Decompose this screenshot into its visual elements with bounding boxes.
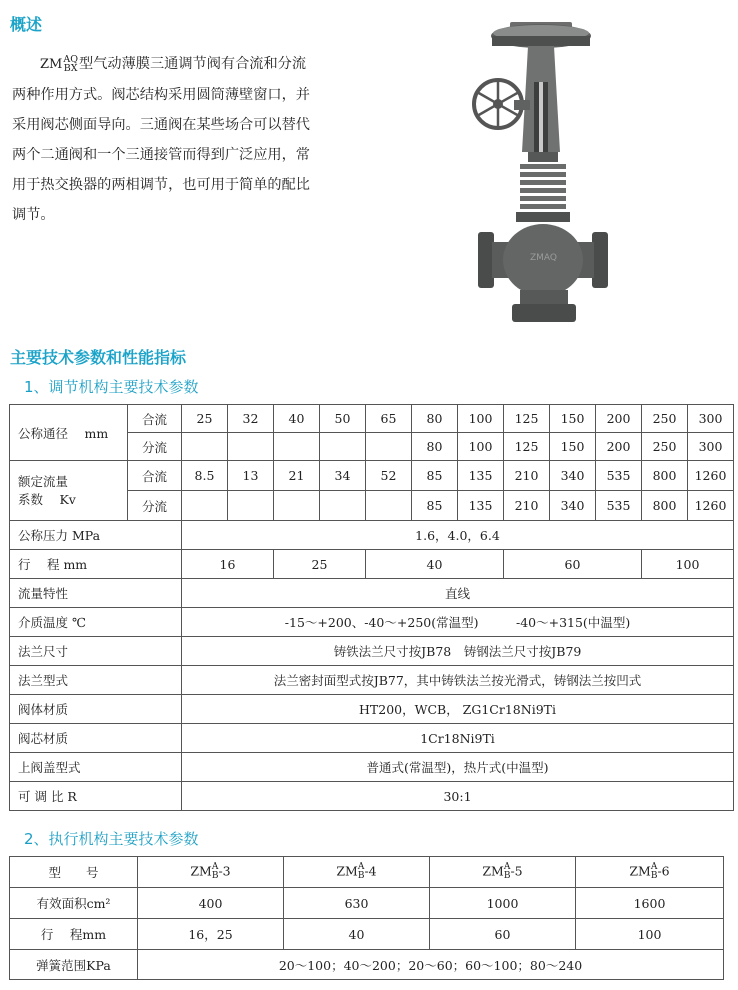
table-cell: 340 <box>550 491 596 521</box>
kv-label-line2: 系数 Kv <box>18 491 76 507</box>
spring-row <box>10 950 724 980</box>
table-cell: 340 <box>550 461 596 491</box>
model-bottom: BX <box>63 63 78 74</box>
flow-char-row <box>10 579 734 608</box>
overview-title: 概述 <box>10 15 43 34</box>
bonnet-fins <box>520 164 566 209</box>
model-bottom: B <box>503 871 511 881</box>
intro-line-5: 用于热交换器的两相调节，也可用于简单的配比 <box>12 177 310 193</box>
core-material-value: 1Cr18Ni9Ti <box>182 724 734 753</box>
table-cell: 100 <box>458 405 504 433</box>
bonnet-row <box>10 753 734 782</box>
model-top: A <box>357 862 365 872</box>
table-cell: 200 <box>596 433 642 461</box>
table-cell <box>366 491 412 521</box>
spring-label: 弹簧范围KPa <box>10 950 138 980</box>
kv-hl-label: 合流 <box>128 461 182 491</box>
section2-title: 2、执行机构主要技术参数 <box>24 830 199 848</box>
table-cell <box>274 433 320 461</box>
overview-text <box>12 49 358 230</box>
model-cell <box>576 857 724 888</box>
table-cell: 630 <box>284 888 430 919</box>
model-prefix: ZM <box>482 863 504 879</box>
model-top: AQ <box>63 54 78 65</box>
table-cell: 250 <box>642 405 688 433</box>
model-cell <box>138 857 284 888</box>
table-cell: 135 <box>458 491 504 521</box>
flange-size-value: 铸铁法兰尺寸按JB78 铸钢法兰尺寸按JB79 <box>182 637 734 666</box>
pressure-value: 1.6，4.0，6.4 <box>182 521 734 550</box>
pressure-label: 公称压力 MPa <box>10 521 182 550</box>
model-cell <box>284 857 430 888</box>
main-title: 主要技术参数和性能指标 <box>10 348 187 367</box>
table-cell: 1600 <box>576 888 724 919</box>
temp-label: 介质温度 ℃ <box>10 608 182 637</box>
table-cell: 125 <box>504 433 550 461</box>
table-cell <box>274 491 320 521</box>
model-fraction <box>63 55 78 73</box>
temp-value: -15～+200、-40～+250(常温型) -40～+315(中温型) <box>182 608 734 637</box>
flange-type-value: 法兰密封面型式按JB77，其中铸铁法兰按光滑式，铸钢法兰按凹式 <box>182 666 734 695</box>
handwheel-shaft <box>514 100 530 110</box>
body-material-row <box>10 695 734 724</box>
nominal-diameter-label: 公称通径 mm <box>10 405 128 461</box>
table-cell: 34 <box>320 461 366 491</box>
model-top: A <box>503 862 511 872</box>
intro-text-1: 型气动薄膜三通调节阀有合流和分流 <box>79 56 307 72</box>
range-value: 30:1 <box>182 782 734 811</box>
flange-type-row <box>10 666 734 695</box>
table-cell: 1260 <box>688 461 734 491</box>
bonnet-flange <box>516 212 570 222</box>
table-cell: 1000 <box>430 888 576 919</box>
table-cell: 200 <box>596 405 642 433</box>
table-cell: 150 <box>550 405 596 433</box>
left-flange <box>478 232 494 288</box>
model-prefix: ZM <box>190 863 212 879</box>
table-cell: 13 <box>228 461 274 491</box>
table-cell: 210 <box>504 491 550 521</box>
area-label: 有效面积cm² <box>10 888 138 919</box>
table-cell: 400 <box>138 888 284 919</box>
model-bottom: B <box>357 871 365 881</box>
diameter-row-hl <box>10 405 734 433</box>
flange-size-label: 法兰尺寸 <box>10 637 182 666</box>
table-cell: 65 <box>366 405 412 433</box>
range-label: 可 调 比 R <box>10 782 182 811</box>
table-cell: 80 <box>412 405 458 433</box>
table-cell: 25 <box>274 550 366 579</box>
table-cell: 25 <box>182 405 228 433</box>
kv-row-hl <box>10 461 734 491</box>
temp-row <box>10 608 734 637</box>
actuator-type-row <box>10 857 724 888</box>
table-cell <box>320 433 366 461</box>
fl-label: 分流 <box>128 433 182 461</box>
table-cell: 16 <box>182 550 274 579</box>
valve-stem <box>539 82 543 162</box>
model-prefix: ZM <box>629 863 651 879</box>
actuator-table <box>9 856 724 980</box>
table-cell: 535 <box>596 461 642 491</box>
table-cell <box>182 433 228 461</box>
intro-line-4: 两个二通阀和一个三通接管而得到广泛应用，常 <box>12 147 310 163</box>
range-row <box>10 782 734 811</box>
actuator-stroke-row <box>10 919 724 950</box>
flow-char-value: 直线 <box>182 579 734 608</box>
table-cell: 135 <box>458 461 504 491</box>
table-cell: 85 <box>412 491 458 521</box>
table-cell: 300 <box>688 405 734 433</box>
table-cell: 250 <box>642 433 688 461</box>
table-cell: 50 <box>320 405 366 433</box>
stroke-row <box>10 550 734 579</box>
table-cell: 1260 <box>688 491 734 521</box>
kv-label <box>10 461 128 521</box>
table-cell: 100 <box>642 550 734 579</box>
stroke-label: 行 程 mm <box>10 550 182 579</box>
model-prefix: ZM <box>336 863 358 879</box>
table-cell <box>366 433 412 461</box>
table-cell <box>320 491 366 521</box>
bonnet-label: 上阀盖型式 <box>10 753 182 782</box>
table-cell: 40 <box>274 405 320 433</box>
actuator-stroke-label: 行 程mm <box>10 919 138 950</box>
hl-label: 合流 <box>128 405 182 433</box>
area-row <box>10 888 724 919</box>
bottom-flange <box>512 304 576 322</box>
intro-line-1 <box>12 49 358 80</box>
kv-label-line1: 额定流量 <box>18 473 69 489</box>
intro-line-2: 两种作用方式。阀芯结构采用圆筒薄壁窗口，并 <box>12 87 310 103</box>
table-cell: 52 <box>366 461 412 491</box>
table-cell <box>182 491 228 521</box>
model-suffix: -4 <box>364 863 377 879</box>
body-material-value: HT200，WCB， ZG1Cr18Ni9Ti <box>182 695 734 724</box>
right-flange <box>592 232 608 288</box>
table-cell: 60 <box>504 550 642 579</box>
flange-size-row <box>10 637 734 666</box>
intro-line-6: 调节。 <box>12 207 55 223</box>
type-label: 型 号 <box>10 857 138 888</box>
body-material-label: 阀体材质 <box>10 695 182 724</box>
valve-diaphragm-rim <box>492 36 590 46</box>
core-material-label: 阀芯材质 <box>10 724 182 753</box>
model-suffix: -5 <box>510 863 523 879</box>
core-material-row <box>10 724 734 753</box>
model-prefix: ZM <box>40 57 63 72</box>
model-bottom: B <box>211 871 219 881</box>
table-cell: 800 <box>642 461 688 491</box>
valve-image <box>470 22 620 332</box>
table-cell: 100 <box>458 433 504 461</box>
bottom-neck <box>520 290 568 304</box>
table-cell: 16，25 <box>138 919 284 950</box>
model-suffix: -6 <box>657 863 670 879</box>
model-cell <box>430 857 576 888</box>
table-cell <box>228 433 274 461</box>
table-cell: 150 <box>550 433 596 461</box>
table-cell: 80 <box>412 433 458 461</box>
flange-type-label: 法兰型式 <box>10 666 182 695</box>
model-top: A <box>650 862 658 872</box>
table-cell: 300 <box>688 433 734 461</box>
valve-body-mark: ZMAQ <box>530 253 558 263</box>
bonnet-neck <box>528 152 558 162</box>
table-cell <box>228 491 274 521</box>
table-cell: 40 <box>284 919 430 950</box>
model-top: A <box>211 862 219 872</box>
bonnet-value: 普通式(常温型)，热片式(中温型) <box>182 753 734 782</box>
intro-line-3: 采用阀芯侧面导向。三通阀在某些场合可以替代 <box>12 117 310 133</box>
pressure-row <box>10 521 734 550</box>
flow-char-label: 流量特性 <box>10 579 182 608</box>
model-suffix: -3 <box>218 863 231 879</box>
table-cell: 40 <box>366 550 504 579</box>
kv-fl-label: 分流 <box>128 491 182 521</box>
model-bottom: B <box>650 871 658 881</box>
control-mechanism-table <box>9 404 734 811</box>
table-cell: 535 <box>596 491 642 521</box>
table-cell: 85 <box>412 461 458 491</box>
section1-title: 1、调节机构主要技术参数 <box>24 378 199 396</box>
table-cell: 210 <box>504 461 550 491</box>
table-cell: 60 <box>430 919 576 950</box>
table-cell: 8.5 <box>182 461 228 491</box>
spring-value: 20～100；40～200；20～60；60～100；80～240 <box>138 950 724 980</box>
table-cell: 32 <box>228 405 274 433</box>
table-cell: 800 <box>642 491 688 521</box>
table-cell: 125 <box>504 405 550 433</box>
table-cell: 21 <box>274 461 320 491</box>
table-cell: 100 <box>576 919 724 950</box>
